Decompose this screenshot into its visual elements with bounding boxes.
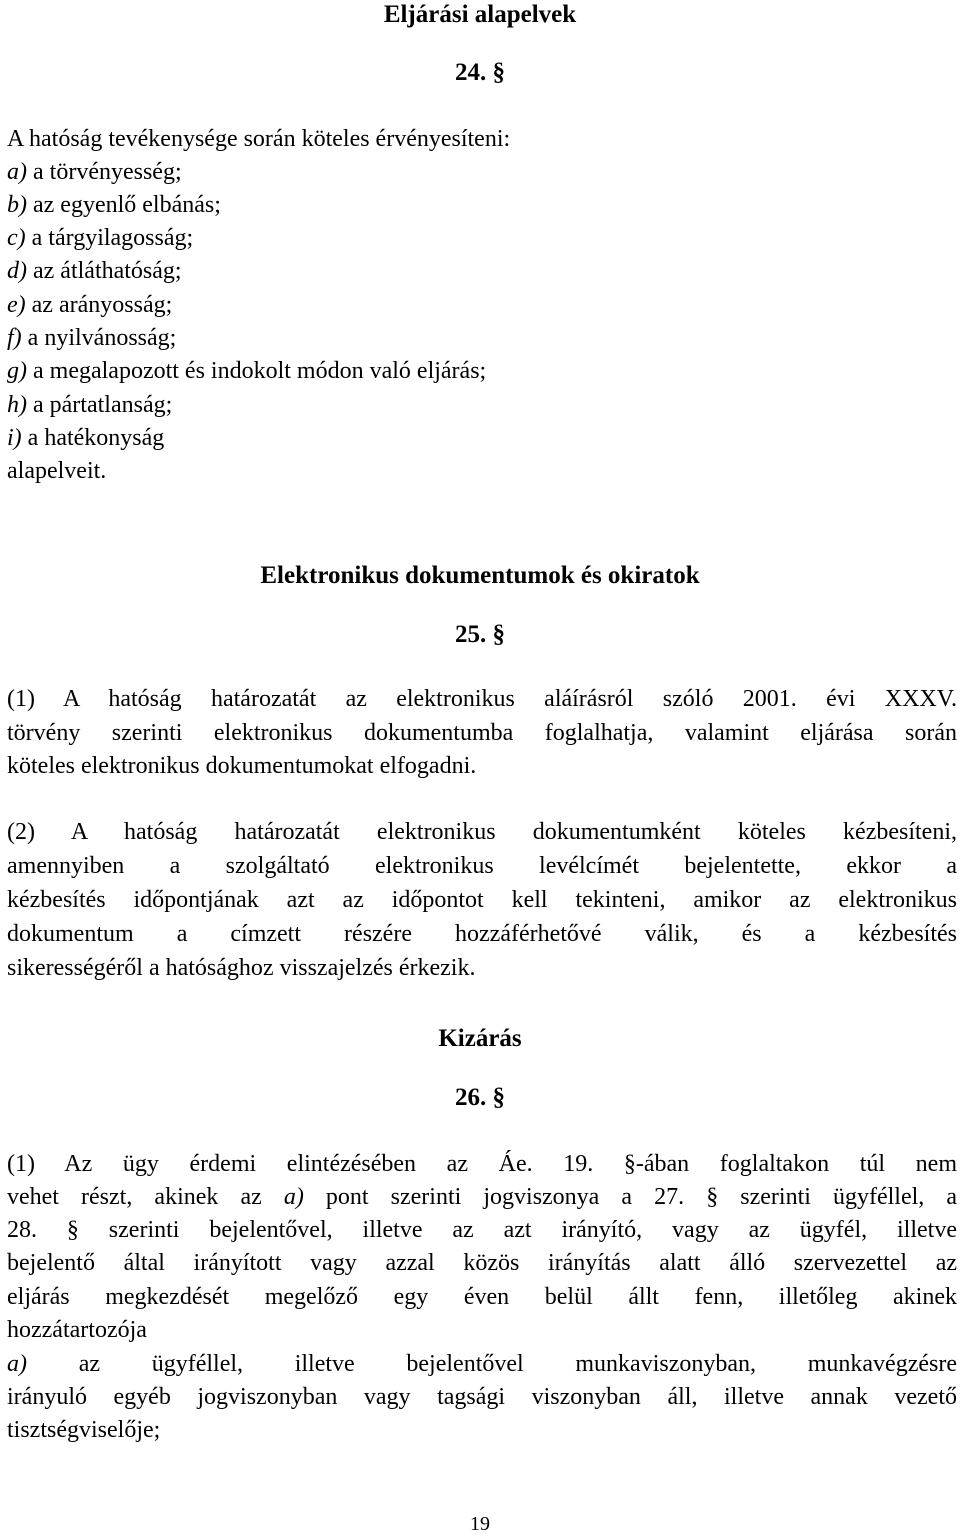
list-text: a tárgyilagosság; [25,225,194,251]
paragraph-line: eljárás megkezdését megelőző egy éven belül állt fenn, illetőleg akinek [7,1284,957,1310]
section-number-25: 25. § [455,621,505,648]
list-text: a nyilvánosság; [21,325,177,351]
line-text: pont szerinti jogviszonya a 27. § szerinti ügyféllel, a [303,1184,957,1210]
paragraph-line: törvény szerinti elektronikus dokumentumba foglalhatja, valamint eljárása során [7,720,957,746]
section-number-24: 24. § [455,59,505,86]
paragraph-line: (1) Az ügy érdemi elintézésében az Áe. 19. §-ában foglaltakon túl nem [7,1151,957,1177]
list-letter: a) [283,1184,304,1210]
list-item [7,323,957,353]
list-letter: g) [7,358,27,384]
list-letter: c) [7,225,26,251]
list-letter: b) [7,192,27,218]
list-letter: f) [7,325,22,351]
list-letter: e) [7,292,26,318]
list-text: a megalapozott és indokolt módon való eljárás; [27,358,487,384]
list-item [7,223,957,253]
list-letter: a) [7,159,27,185]
paragraph-line: amennyiben a szolgáltató elektronikus levélcímét bejelentette, ekkor a [7,853,957,879]
paragraph-line [7,1182,957,1212]
list-letter: i) [7,425,22,451]
section-title-24: Eljárási alapelvek [383,1,577,28]
section-title-25: Elektronikus dokumentumok és okiratok [260,562,700,589]
paragraph-line: sikerességéről a hatósághoz visszajelzés érkezik. [7,955,476,981]
list-letter: a) [7,1351,27,1377]
list-item [7,423,957,453]
list-letter: d) [7,258,27,284]
list-text: a hatékonyság [21,425,165,451]
list-item [7,390,957,420]
list-item [7,1349,957,1379]
list-item [7,157,957,187]
paragraph-line: dokumentum a címzett részére hozzáférhetővé válik, és a kézbesítés [7,921,957,947]
list-item [7,290,957,320]
paragraph-line: irányuló egyéb jogviszonyban vagy tagsági viszonyban áll, illetve annak vezető [7,1384,957,1410]
list-text: az arányosság; [25,292,173,318]
paragraph-line: köteles elektronikus dokumentumokat elfogadni. [7,753,477,779]
section24-intro: A hatóság tevékenysége során köteles érvényesíteni: [7,126,511,152]
paragraph-line: (2) A hatóság határozatát elektronikus dokumentumként köteles kézbesíteni, [7,819,957,845]
section24-closing: alapelveit. [7,458,107,484]
paragraph-line: (1) A hatóság határozatát az elektronikus aláírásról szóló 2001. évi XXXV. [7,686,957,712]
paragraph-line: bejelentő által irányított vagy azzal közös irányítás alatt álló szervezettel az [7,1250,957,1276]
list-text: az egyenlő elbánás; [27,192,221,218]
paragraph-line: hozzátartozója [7,1317,147,1343]
list-letter: h) [7,392,27,418]
section-title-26: Kizárás [438,1025,522,1052]
line-text: vehet részt, akinek az [7,1184,284,1210]
list-text: az ügyféllel, illetve bejelentővel munkaviszonyban, munkavégzésre [27,1351,957,1377]
paragraph-line: 28. § szerinti bejelentővel, illetve az azt irányító, vagy az ügyfél, illetve [7,1217,957,1243]
list-text: az átláthatóság; [27,258,182,284]
paragraph-line: tisztségviselője; [7,1417,161,1443]
list-item [7,256,957,286]
page-number: 19 [470,1513,490,1535]
section-number-26: 26. § [455,1084,505,1111]
list-item [7,356,957,386]
list-text: a törvényesség; [27,159,182,185]
paragraph-line: kézbesítés időpontjának azt az időpontot kell tekinteni, amikor az elektronikus [7,887,957,913]
list-text: a pártatlanság; [27,392,173,418]
list-item [7,190,957,220]
